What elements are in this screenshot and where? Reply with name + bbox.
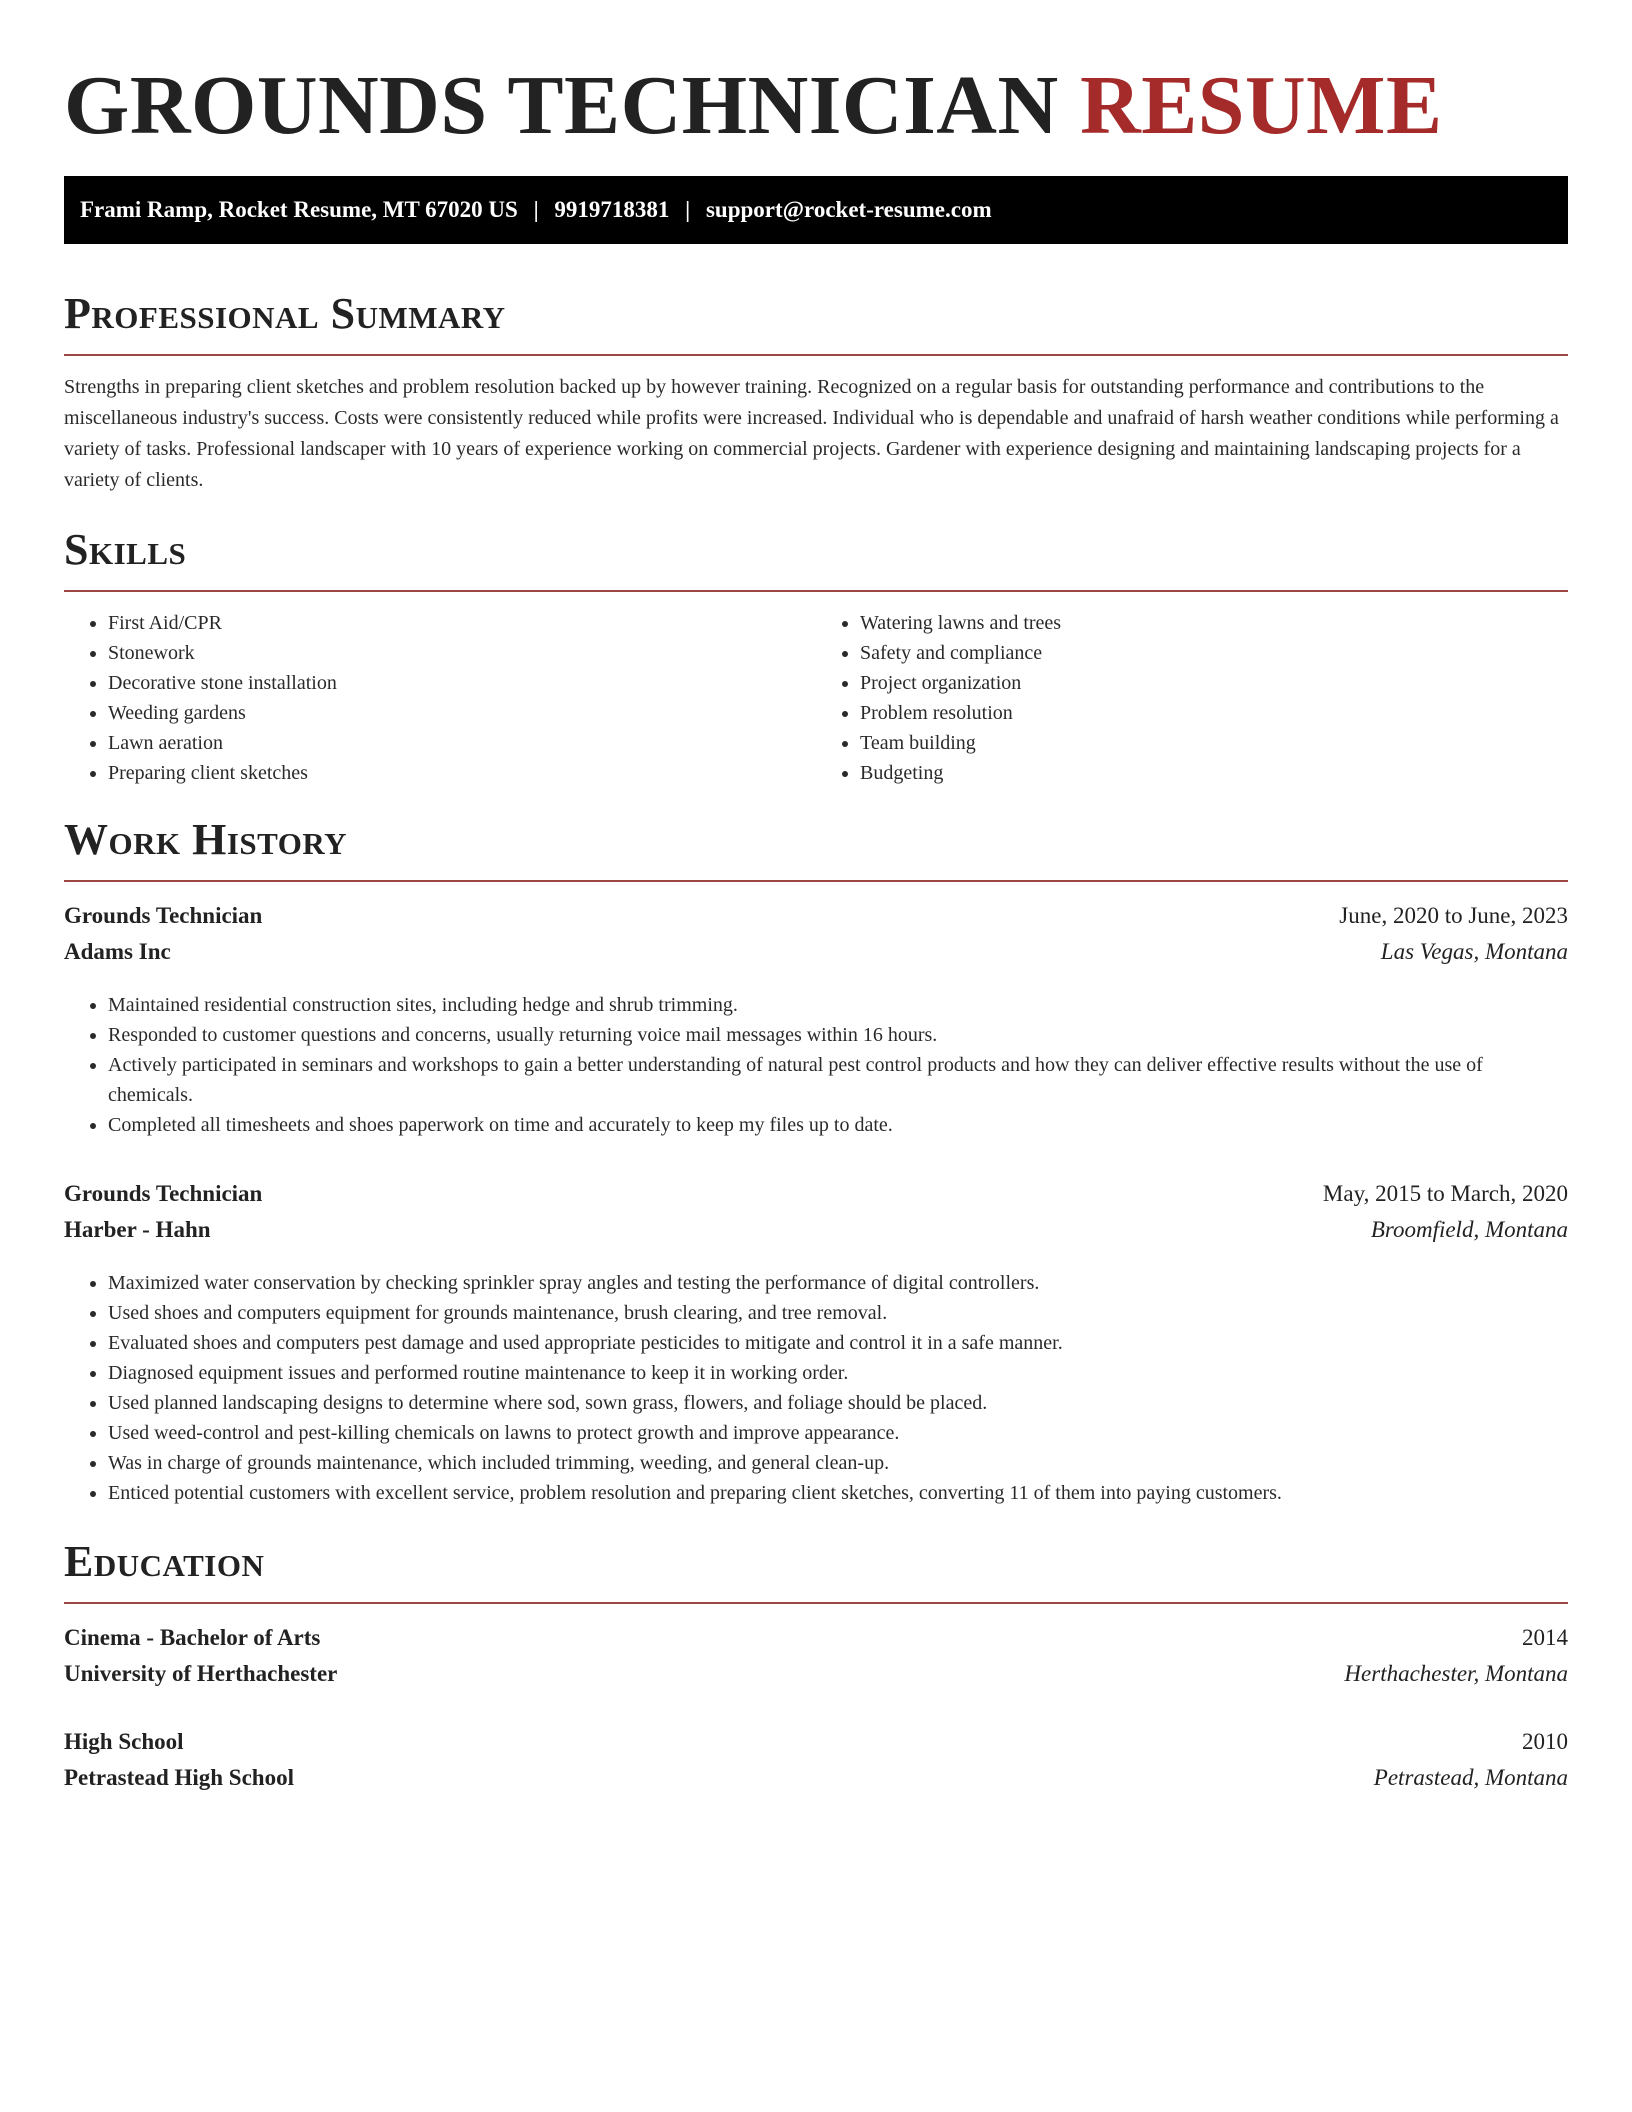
- job-header-row: [64, 1176, 1568, 1212]
- education-degree-row: [64, 1620, 1568, 1656]
- job-bullets: [64, 1268, 1568, 1508]
- skill-item: • First Aid/CPR: [108, 608, 816, 638]
- education-school-row: [64, 1760, 1568, 1796]
- job-bullet: • Was in charge of grounds maintenance, which included trimming, weeding, and general clean-up.: [108, 1448, 1568, 1478]
- job-bullet: • Responded to customer questions and concerns, usually returning voice mail messages within 16 hours.: [108, 1020, 1568, 1050]
- education-entry: [64, 1724, 1568, 1796]
- job-entry: [64, 1176, 1568, 1508]
- title-main: GROUNDS TECHNICIAN: [64, 59, 1059, 152]
- contact-email: support@rocket-resume.com: [705, 197, 992, 222]
- education-heading: Education: [64, 1537, 265, 1586]
- job-bullet: • Diagnosed equipment issues and performed routine maintenance to keep it in working order.: [108, 1358, 1568, 1388]
- education-year: 2010: [1522, 1729, 1568, 1754]
- job-company-row: [64, 934, 1568, 970]
- job-company-row: [64, 1212, 1568, 1248]
- skills-column-right: [816, 608, 1568, 788]
- contact-separator: |: [533, 197, 539, 222]
- education-year: 2014: [1522, 1625, 1568, 1650]
- job-bullet: • Completed all timesheets and shoes paperwork on time and accurately to keep my files up to date.: [108, 1110, 1568, 1140]
- skills-section: [64, 524, 1568, 788]
- section-divider: [64, 590, 1568, 592]
- job-bullet: • Used planned landscaping designs to determine where sod, sown grass, flowers, and foliage should be placed.: [108, 1388, 1568, 1418]
- job-bullets: [64, 990, 1568, 1140]
- education-degree-row: [64, 1724, 1568, 1760]
- education-school: Petrastead High School: [64, 1765, 294, 1790]
- skills-column-left: [64, 608, 816, 788]
- job-title: Grounds Technician: [64, 1181, 263, 1206]
- job-bullet: • Evaluated shoes and computers pest damage and used appropriate pesticides to mitigate and control it in a safe manner.: [108, 1328, 1568, 1358]
- skill-item: • Stonework: [108, 638, 816, 668]
- job-bullet: • Used weed-control and pest-killing chemicals on lawns to protect growth and improve appearance.: [108, 1418, 1568, 1448]
- job-company: Harber - Hahn: [64, 1217, 211, 1242]
- contact-bar: [64, 176, 1568, 244]
- job-bullet: • Actively participated in seminars and workshops to gain a better understanding of natural pest control products and how they can deliver effective results without the use of chemicals.: [108, 1050, 1568, 1110]
- work-history-heading: Work History: [64, 815, 348, 864]
- title-accent: RESUME: [1080, 59, 1443, 152]
- education-degree: Cinema - Bachelor of Arts: [64, 1625, 321, 1650]
- education-location: Petrastead, Montana: [1373, 1765, 1568, 1790]
- skill-item: • Decorative stone installation: [108, 668, 816, 698]
- education-degree: High School: [64, 1729, 184, 1754]
- skill-item: • Preparing client sketches: [108, 758, 816, 788]
- section-divider: [64, 354, 1568, 356]
- job-title: Grounds Technician: [64, 903, 263, 928]
- education-location: Herthachester, Montana: [1344, 1661, 1568, 1686]
- education-school-row: [64, 1656, 1568, 1692]
- job-location: Las Vegas, Montana: [1380, 939, 1568, 964]
- education-school: University of Herthachester: [64, 1661, 338, 1686]
- job-company: Adams Inc: [64, 939, 171, 964]
- job-bullet: • Maximized water conservation by checking sprinkler spray angles and testing the performance of digital controllers.: [108, 1268, 1568, 1298]
- skill-item: • Weeding gardens: [108, 698, 816, 728]
- job-location: Broomfield, Montana: [1370, 1217, 1568, 1242]
- summary-text: Strengths in preparing client sketches and problem resolution backed up by however training. Recognized on a regular basis for outstanding performance and contributions to the miscellaneous industry's success. Costs were consistently reduced while profits were increased. Individual who is dependable and unafraid of harsh weather conditions while performing a variety of tasks. Professional landscaper with 10 years of experience working on commercial projects. Gardener with experience designing and maintaining landscaping projects for a variety of clients.: [64, 376, 1559, 491]
- contact-phone: 9919718381: [554, 197, 670, 222]
- education-entry: [64, 1620, 1568, 1692]
- job-header-row: [64, 898, 1568, 934]
- section-divider: [64, 1602, 1568, 1604]
- job-dates: June, 2020 to June, 2023: [1339, 903, 1568, 928]
- skills-heading: Skills: [64, 525, 187, 574]
- job-bullet: • Maintained residential construction sites, including hedge and shrub trimming.: [108, 990, 1568, 1020]
- summary-section: [64, 288, 1568, 496]
- job-entry: [64, 898, 1568, 1140]
- summary-heading: Professional Summary: [64, 289, 506, 338]
- skill-item: • Watering lawns and trees: [860, 608, 1568, 638]
- job-bullet: • Enticed potential customers with excellent service, problem resolution and preparing client sketches, converting 11 of them into paying customers.: [108, 1478, 1568, 1508]
- skill-item: • Team building: [860, 728, 1568, 758]
- job-dates: May, 2015 to March, 2020: [1322, 1181, 1568, 1206]
- section-divider: [64, 880, 1568, 882]
- resume-title: [64, 0, 1568, 176]
- job-bullet: • Used shoes and computers equipment for grounds maintenance, brush clearing, and tree removal.: [108, 1298, 1568, 1328]
- contact-address: Frami Ramp, Rocket Resume, MT 67020 US: [80, 197, 518, 222]
- skill-item: • Budgeting: [860, 758, 1568, 788]
- skill-item: • Lawn aeration: [108, 728, 816, 758]
- skill-item: • Problem resolution: [860, 698, 1568, 728]
- skill-item: • Safety and compliance: [860, 638, 1568, 668]
- contact-separator: |: [685, 197, 691, 222]
- skill-item: • Project organization: [860, 668, 1568, 698]
- skills-grid: [64, 608, 1568, 788]
- education-section: [64, 1536, 1568, 1796]
- work-history-section: [64, 814, 1568, 1508]
